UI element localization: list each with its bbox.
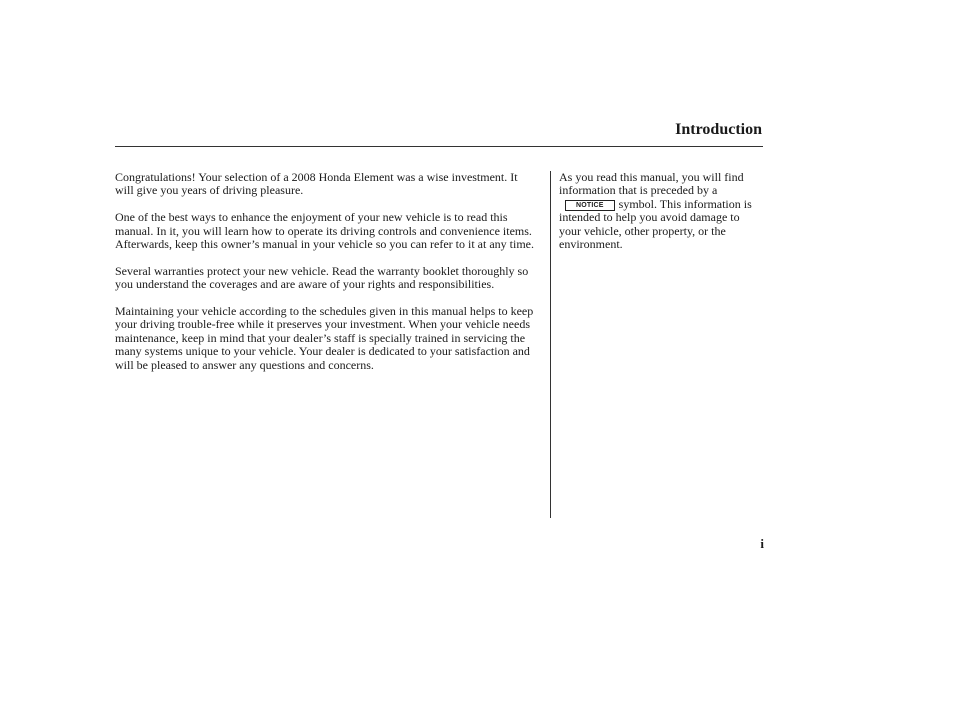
- page-number: i: [760, 536, 764, 551]
- notice-text-after: symbol. This information is intended to help you avoid damage to your vehicle, other property, or the environment.: [559, 196, 752, 252]
- paragraph-read-manual: One of the best ways to enhance the enjoyment of your new vehicle is to read this manual. In it, you will learn how to operate its driving controls and convenience items. Afterwards, keep this owner’s manual in your vehicle so you can refer to it at any time.: [115, 210, 534, 252]
- paragraph-maintenance: Maintaining your vehicle according to the schedules given in this manual helps to keep your driving trouble-free while it preserves your investment. When your vehicle needs maintenance, keep in mind that your dealer’s staff is specially trained in servicing the many systems unique to your vehicle. Your dealer is dedicated to your satisfaction and will be pleased to answer any questions and concerns.: [115, 304, 534, 372]
- paragraph-warranties: Several warranties protect your new vehicle. Read the warranty booklet thoroughly so you understand the coverages and are aware of your rights and responsibilities.: [115, 263, 529, 292]
- notice-symbol-badge: NOTICE: [565, 200, 615, 211]
- header-rule: [115, 146, 763, 147]
- page-title: Introduction: [675, 121, 762, 138]
- paragraph-congratulations: Congratulations! Your selection of a 2008 Honda Element was a wise investment. It will give you years of driving pleasure.: [115, 170, 518, 198]
- notice-paragraph: [559, 171, 764, 251]
- left-column: [115, 171, 535, 385]
- right-column: [559, 171, 764, 251]
- notice-text-before: As you read this manual, you will find information that is preceded by a: [559, 170, 744, 198]
- column-divider: [550, 171, 551, 518]
